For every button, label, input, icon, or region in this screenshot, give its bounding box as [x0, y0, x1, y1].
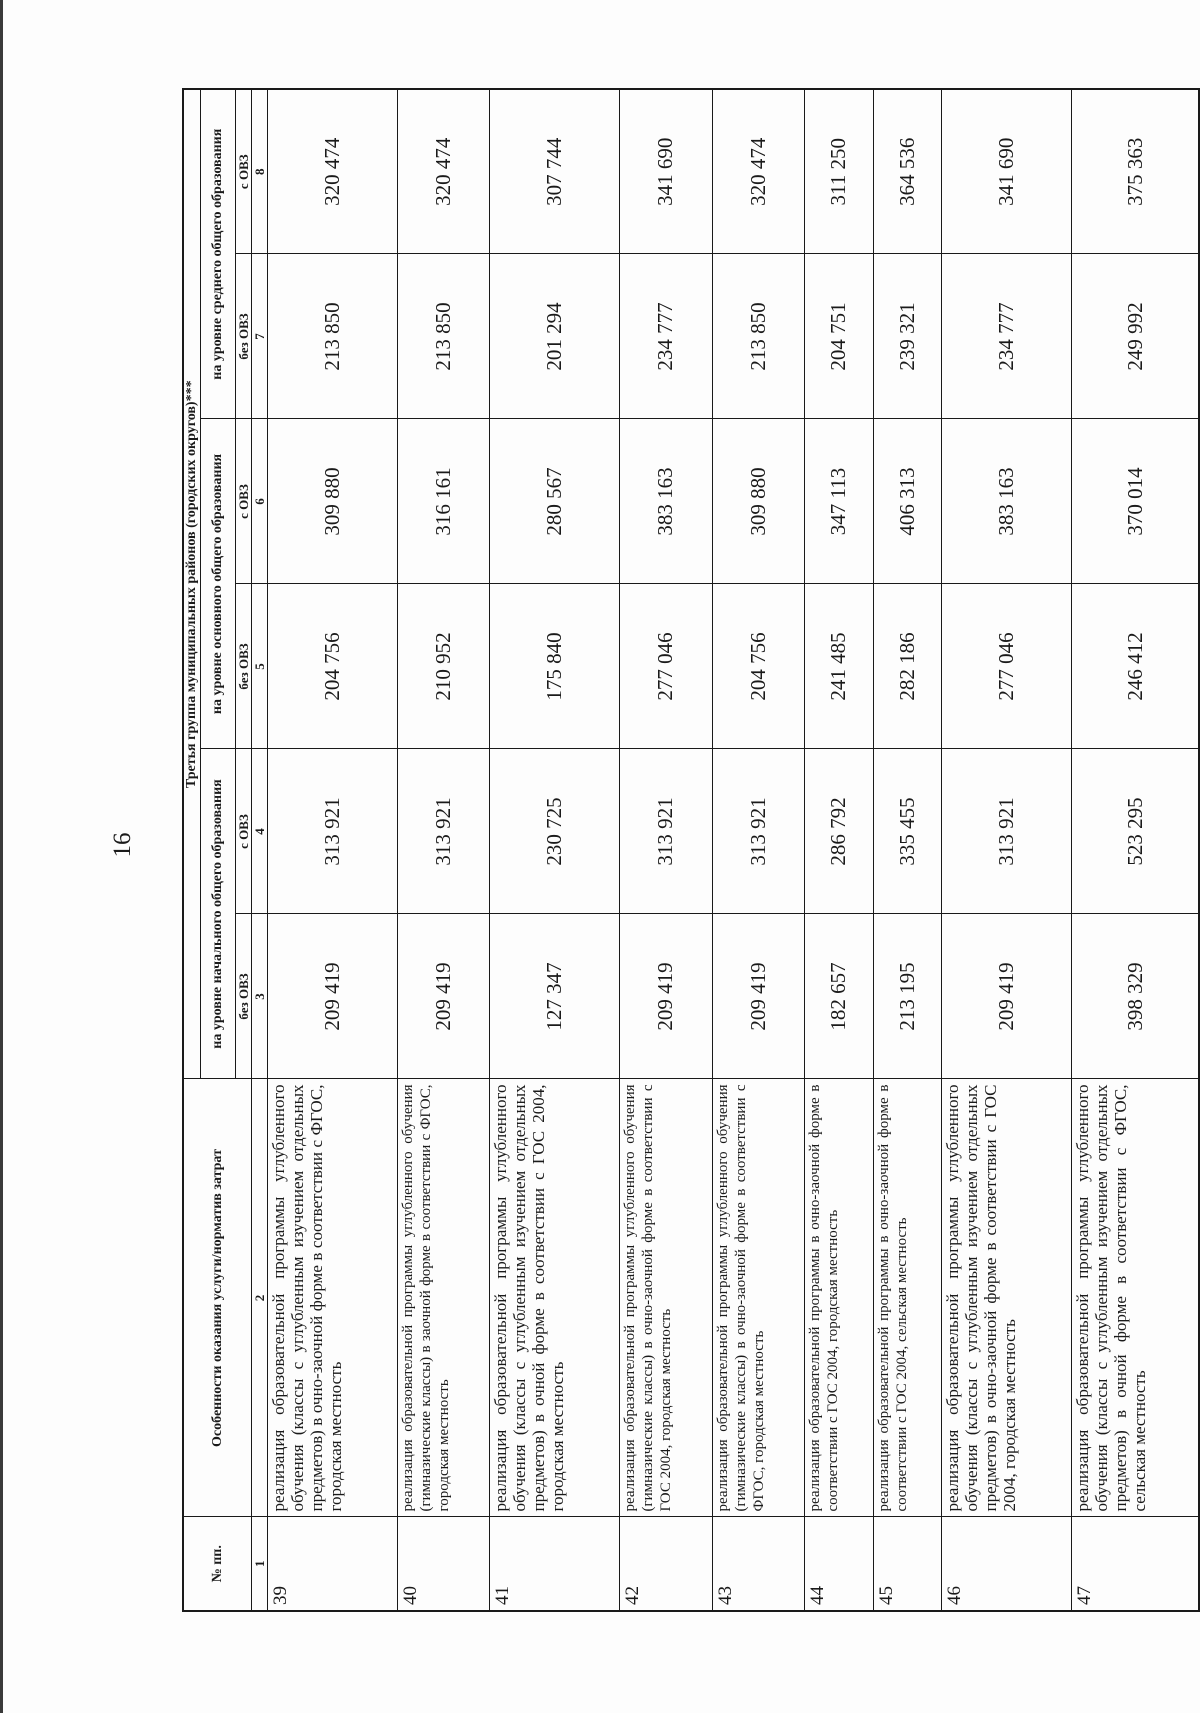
table-row	[490, 89, 620, 1611]
col-index: 4	[251, 749, 267, 914]
header-group: Третья группа муниципальных районов (городских округов)***	[183, 89, 200, 1079]
table-row	[805, 89, 873, 1611]
cell-value: 209 419	[620, 914, 713, 1079]
row-number: 45	[873, 1517, 941, 1611]
cell-value: 182 657	[805, 914, 873, 1079]
cell-value: 307 744	[490, 89, 620, 254]
header-sub: без ОВЗ	[235, 914, 251, 1079]
table-row	[267, 89, 397, 1611]
cell-value: 383 163	[941, 419, 1071, 584]
cell-value: 204 756	[712, 584, 805, 749]
col-index: 5	[251, 584, 267, 749]
cell-value: 320 474	[267, 89, 397, 254]
row-description: реализация образовательной программы углубленного обучения (классы с углубленным изучением отдельных предметов) в очной форме в соответствии с ГОС 2004, городская местность	[490, 1079, 620, 1517]
cell-value: 204 756	[267, 584, 397, 749]
cell-value: 286 792	[805, 749, 873, 914]
row-description: реализация образовательной программы в очно-заочной форме в соответствии с ГОС 2004, городская местность	[805, 1079, 873, 1517]
row-number: 40	[397, 1517, 490, 1611]
table-row	[397, 89, 490, 1611]
row-description: реализация образовательной программы углубленного обучения (гимназические классы) в заочной форме в соответствии с ФГОС, городская местность	[397, 1079, 490, 1517]
row-number: 43	[712, 1517, 805, 1611]
row-description: реализация образовательной программы углубленного обучения (классы с углубленным изучением отдельных предметов) в очно-заочной форме в соответствии с ФГОС, городская местность	[267, 1079, 397, 1517]
cell-value: 523 295	[1072, 749, 1199, 914]
cell-value: 375 363	[1072, 89, 1199, 254]
cell-value: 127 347	[490, 914, 620, 1079]
col-index: 8	[251, 89, 267, 254]
cell-value: 313 921	[397, 749, 490, 914]
cell-value: 209 419	[712, 914, 805, 1079]
cell-value: 383 163	[620, 419, 713, 584]
cell-value: 370 014	[1072, 419, 1199, 584]
cell-value: 320 474	[712, 89, 805, 254]
cell-value: 282 186	[873, 584, 941, 749]
row-description: реализация образовательной программы углубленного обучения (классы с углубленным изучением отдельных предметов) в очно-заочной форме в соответствии с ГОС 2004, городская местность	[941, 1079, 1071, 1517]
header-sub: с ОВЗ	[235, 749, 251, 914]
cell-value: 347 113	[805, 419, 873, 584]
row-number: 42	[620, 1517, 713, 1611]
cell-value: 313 921	[712, 749, 805, 914]
cell-value: 230 725	[490, 749, 620, 914]
cell-value: 234 777	[941, 254, 1071, 419]
cell-value: 210 952	[397, 584, 490, 749]
header-level-basic: на уровне основного общего образования	[200, 419, 235, 749]
cell-value: 335 455	[873, 749, 941, 914]
col-index: 1	[251, 1517, 267, 1611]
cell-value: 277 046	[620, 584, 713, 749]
cell-value: 277 046	[941, 584, 1071, 749]
cell-value: 364 536	[873, 89, 941, 254]
cell-value: 313 921	[267, 749, 397, 914]
col-index: 2	[251, 1079, 267, 1517]
cell-value: 213 850	[397, 254, 490, 419]
header-desc: Особенности оказания услуги/норматив затрат	[183, 1079, 251, 1517]
cell-value: 209 419	[267, 914, 397, 1079]
cell-value: 239 321	[873, 254, 941, 419]
cell-value: 316 161	[397, 419, 490, 584]
cell-value: 209 419	[941, 914, 1071, 1079]
table-row	[620, 89, 713, 1611]
scan-edge	[0, 0, 3, 1713]
cell-value: 209 419	[397, 914, 490, 1079]
header-level-secondary: на уровне среднего общего образования	[200, 89, 235, 419]
row-number: 41	[490, 1517, 620, 1611]
table-row	[941, 89, 1071, 1611]
header-sub: без ОВЗ	[235, 254, 251, 419]
cell-value: 309 880	[267, 419, 397, 584]
row-description: реализация образовательной программы углубленного обучения (гимназические классы) в очно-заочной форме в соответствии с ГОС 2004, городская местность	[620, 1079, 713, 1517]
header-level-primary: на уровне начального общего образования	[200, 749, 235, 1079]
row-description: реализация образовательной программы углубленного обучения (гимназические классы) в очно-заочной форме в соответствии с ФГОС, городская местность	[712, 1079, 805, 1517]
cell-value: 341 690	[941, 89, 1071, 254]
cell-value: 280 567	[490, 419, 620, 584]
cell-value: 311 250	[805, 89, 873, 254]
cell-value: 398 329	[1072, 914, 1199, 1079]
cell-value: 313 921	[620, 749, 713, 914]
cost-norms-table	[182, 88, 1200, 1612]
rotated-table-container	[182, 90, 1200, 1612]
header-sub: с ОВЗ	[235, 89, 251, 254]
table-row	[1072, 89, 1199, 1611]
cell-value: 234 777	[620, 254, 713, 419]
row-description: реализация образовательной программы в очно-заочной форме в соответствии с ГОС 2004, сельская местность	[873, 1079, 941, 1517]
cell-value: 313 921	[941, 749, 1071, 914]
header-sub: без ОВЗ	[235, 584, 251, 749]
cell-value: 246 412	[1072, 584, 1199, 749]
cell-value: 241 485	[805, 584, 873, 749]
row-number: 44	[805, 1517, 873, 1611]
page-number: 16	[109, 832, 136, 858]
cell-value: 175 840	[490, 584, 620, 749]
header-sub: с ОВЗ	[235, 419, 251, 584]
cell-value: 213 850	[267, 254, 397, 419]
cell-value: 213 195	[873, 914, 941, 1079]
cell-value: 249 992	[1072, 254, 1199, 419]
cell-value: 341 690	[620, 89, 713, 254]
col-index: 7	[251, 254, 267, 419]
table-row	[873, 89, 941, 1611]
cell-value: 204 751	[805, 254, 873, 419]
cell-value: 213 850	[712, 254, 805, 419]
row-number: 46	[941, 1517, 1071, 1611]
cell-value: 406 313	[873, 419, 941, 584]
cell-value: 201 294	[490, 254, 620, 419]
col-index: 6	[251, 419, 267, 584]
col-index: 3	[251, 914, 267, 1079]
row-description: реализация образовательной программы углубленного обучения (классы с углубленным изучением отдельных предметов) в очной форме в соответствии с ФГОС, сельская местность	[1072, 1079, 1199, 1517]
cell-value: 309 880	[712, 419, 805, 584]
cell-value: 320 474	[397, 89, 490, 254]
header-num: № пп.	[183, 1517, 251, 1611]
table-row	[712, 89, 805, 1611]
row-number: 47	[1072, 1517, 1199, 1611]
row-number: 39	[267, 1517, 397, 1611]
